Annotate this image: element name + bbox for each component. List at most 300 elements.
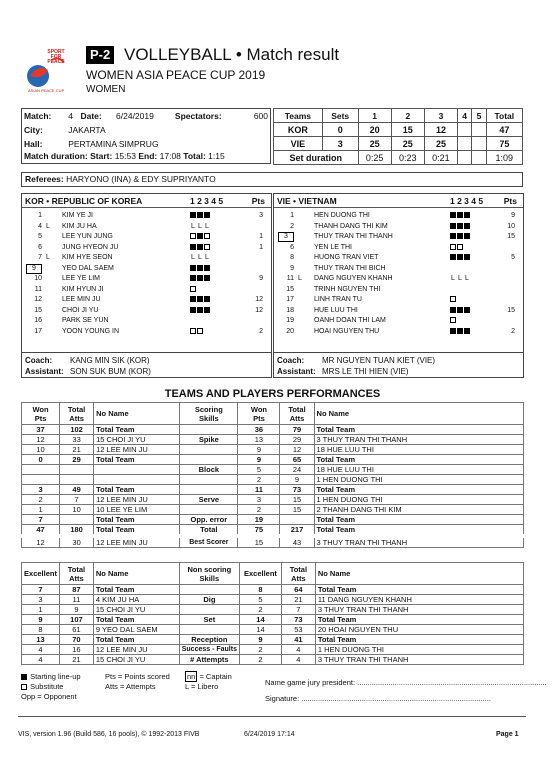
player-number: 16: [34, 317, 42, 324]
match-info-box: [21, 108, 271, 164]
perf-cell: 1 HEN DUONG THI: [315, 645, 523, 655]
perf-header: Non scoring Skills: [179, 563, 239, 585]
player-points: 10: [507, 222, 515, 230]
starting-square-icon: [457, 233, 463, 239]
score-cell: 47: [486, 123, 522, 137]
perf-row: [22, 475, 524, 485]
perf-cell: 10: [22, 445, 60, 455]
player-points: 12: [255, 306, 263, 314]
perf-cell: 7: [22, 515, 60, 525]
player-name: YEO DAL SAEM: [62, 264, 114, 272]
sets-played: [190, 222, 211, 233]
starting-square-icon: [197, 296, 203, 302]
skill-label: Block: [180, 465, 238, 475]
player-points: 9: [259, 275, 263, 282]
score-header: 1: [358, 109, 391, 123]
player-points: 2: [511, 327, 515, 335]
starting-square-icon: [197, 233, 203, 239]
player-number: 10: [34, 275, 42, 282]
footer-date: 6/24/2019 17:14: [244, 731, 295, 738]
perf-row: [22, 525, 524, 537]
perf-cell: 9 YEO DAL SAEM: [93, 625, 179, 635]
vie-assistant: MRS LE THI HIEN (VIE): [322, 367, 409, 376]
perf-header: Total Atts: [280, 403, 314, 425]
perf-cell: 14: [239, 615, 281, 625]
perf-cell: 10 LEE YE LIM: [94, 505, 180, 515]
perf-cell: 2: [22, 495, 60, 505]
perf-header-row: [22, 563, 524, 585]
score-header: Teams: [274, 109, 323, 123]
perf-cell: 102: [60, 425, 94, 435]
player-number: 18: [286, 306, 294, 314]
perf-header: No Name: [314, 403, 523, 425]
perf-row: [22, 515, 524, 525]
team-code: KOR: [274, 123, 323, 137]
starting-square-icon: [190, 296, 196, 302]
perf-cell: 21: [281, 595, 315, 605]
player-row: [22, 285, 271, 296]
sets-played: [190, 211, 211, 222]
perf-cell: 12 LEE MIN JU: [94, 536, 180, 548]
non-scoring-skills-table: [21, 562, 524, 665]
skill-label: Success - Faults: [179, 645, 239, 655]
sets-played: [190, 285, 197, 296]
perf-cell: 1: [22, 505, 60, 515]
sets-played: [190, 264, 211, 275]
starting-square-icon: [197, 244, 203, 250]
perf-row: [22, 445, 524, 455]
sets-played: [450, 295, 457, 306]
player-row: [274, 222, 523, 233]
player-name: HOAI NGUYEN THU: [314, 327, 380, 335]
end-time: 17:08: [159, 151, 181, 161]
player-name: KIM HYUN JI: [62, 285, 104, 293]
perf-cell: [280, 515, 314, 525]
perf-row: [22, 505, 524, 515]
starting-square-icon: [450, 212, 456, 218]
page-title: VOLLEYBALL • Match result: [124, 45, 340, 64]
legend-opp: Opp = Opponent: [21, 692, 77, 701]
starting-square-icon: [450, 233, 456, 239]
hall-value: PERTAMINA SIMPRUG: [68, 139, 159, 149]
libero-set-marker: L: [458, 275, 463, 282]
form-badge: P-2: [86, 46, 114, 64]
perf-row: [22, 425, 524, 435]
player-number: 4: [38, 222, 42, 230]
kor-roster: [21, 193, 272, 378]
perf-row: [22, 635, 524, 645]
perf-cell: [60, 475, 94, 485]
performances-title: TEAMS AND PLAYERS PERFORMANCES: [164, 388, 381, 400]
player-number: 9: [26, 264, 42, 274]
perf-cell: 36: [238, 425, 280, 435]
sets-played: [450, 327, 471, 338]
perf-row: [22, 655, 524, 665]
set-duration: [458, 151, 472, 165]
skill-label: # Attempts: [179, 655, 239, 665]
skill-label: [179, 585, 239, 595]
libero-marker: L: [46, 222, 50, 230]
perf-cell: 0: [22, 455, 60, 465]
assistant-label: Assistant:: [277, 367, 316, 376]
perf-header: Total Atts: [281, 563, 315, 585]
score-cell: 25: [391, 137, 424, 151]
score-header: Total: [486, 109, 522, 123]
perf-cell: Total Team: [94, 425, 180, 435]
perf-cell: 7: [281, 605, 315, 615]
set-score-table: [273, 108, 523, 165]
player-row: [274, 285, 523, 296]
starting-square-icon: [197, 265, 203, 271]
kor-coach: KANG MIN SIK (KOR): [70, 356, 150, 365]
player-number: 1: [290, 212, 294, 219]
skill-label: Reception: [179, 635, 239, 645]
perf-cell: Total Team: [94, 525, 180, 537]
player-name: KIM YE JI: [62, 212, 93, 219]
score-cell: 25: [424, 137, 457, 151]
perf-cell: 2: [238, 475, 280, 485]
perf-cell: 79: [280, 425, 314, 435]
player-row: [274, 232, 523, 243]
player-row: [274, 274, 523, 285]
player-points: 12: [255, 296, 263, 303]
vie-coaches: [273, 352, 524, 378]
footer-version: VIS, version 1.96 (Build 586, 16 pools), © 1992-2013 FIVB: [18, 731, 200, 738]
total-label: Total:: [183, 151, 206, 161]
libero-set-marker: L: [465, 275, 470, 282]
skill-label: Dig: [179, 595, 239, 605]
perf-cell: 9: [22, 615, 60, 625]
sets-played: [190, 232, 211, 243]
player-name: LEE MIN JU: [62, 296, 101, 303]
perf-cell: 12 LEE MIN JU: [94, 495, 180, 505]
scoring-skills-table: [21, 402, 524, 548]
perf-cell: 11: [238, 485, 280, 495]
perf-cell: Total Team: [93, 635, 179, 645]
starting-square-icon: [190, 265, 196, 271]
perf-cell: 29: [60, 455, 94, 465]
score-cell: [458, 137, 472, 151]
player-row: [22, 253, 271, 264]
substitute-square-icon: [197, 328, 203, 334]
starting-square-icon: [457, 307, 463, 313]
sets-played: [190, 253, 211, 264]
perf-cell: 15 CHOI JI YU: [94, 435, 180, 445]
score-cell: [458, 123, 472, 137]
duration-label: Match duration:: [24, 151, 88, 161]
perf-header: Total Atts: [60, 403, 94, 425]
starting-square-icon: [450, 254, 456, 260]
perf-cell: 75: [238, 525, 280, 537]
skill-label: [180, 485, 238, 495]
score-cell: 75: [486, 137, 522, 151]
player-points: 5: [511, 254, 515, 261]
substitute-square-icon: [204, 244, 210, 250]
starting-square-icon: [197, 307, 203, 313]
player-name: CHOI JI YU: [62, 306, 99, 314]
sets-played: [450, 253, 471, 264]
perf-cell: Total Team: [315, 615, 523, 625]
substitute-square-icon: [190, 328, 196, 334]
perf-cell: 12 LEE MIN JU: [93, 645, 179, 655]
perf-cell: 5: [238, 465, 280, 475]
starting-square-icon: [197, 275, 203, 281]
player-points: 9: [511, 212, 515, 219]
skill-label: Opp. error: [180, 515, 238, 525]
skill-label: Set: [179, 615, 239, 625]
sets-played: [450, 222, 471, 233]
perf-header: No Name: [315, 563, 523, 585]
starting-square-icon: [464, 328, 470, 334]
referees-label: Referees:: [25, 174, 64, 184]
player-row: [274, 316, 523, 327]
player-name: LINH TRAN TU: [314, 296, 362, 303]
perf-cell: 3 THUY TRAN THI THANH: [315, 655, 523, 665]
perf-cell: 47: [22, 525, 60, 537]
perf-cell: 3: [238, 495, 280, 505]
starting-square-icon: [450, 328, 456, 334]
player-name: HUONG TRAN VIET: [314, 254, 379, 261]
perf-cell: 5: [239, 595, 281, 605]
player-row: [22, 264, 271, 275]
start-label: Start:: [90, 151, 113, 161]
player-number: 3: [278, 232, 294, 242]
starting-square-icon: [457, 212, 463, 218]
signature-label: Signature:: [265, 694, 300, 703]
starting-square-icon: [464, 307, 470, 313]
perf-cell: 87: [59, 585, 93, 595]
substitute-square-icon: [450, 296, 456, 302]
perf-cell: 41: [281, 635, 315, 645]
event-logo: [22, 50, 70, 96]
player-points: 1: [259, 233, 263, 240]
vie-team-name: VIE • VIETNAM: [277, 196, 337, 206]
player-points: 15: [507, 306, 515, 314]
end-label: End:: [138, 151, 158, 161]
perf-cell: 15: [280, 495, 314, 505]
coach-label: Coach:: [277, 356, 305, 365]
player-row: [22, 243, 271, 254]
perf-cell: Total Team: [93, 615, 179, 625]
perf-row: [22, 495, 524, 505]
player-name: LEE YUN JUNG: [62, 233, 113, 240]
perf-header: Total Atts: [59, 563, 93, 585]
perf-cell: 21: [59, 655, 93, 665]
perf-cell: 4 KIM JU HA: [93, 595, 179, 605]
perf-header: Excellent: [22, 563, 60, 585]
libero-set-marker: L: [198, 254, 203, 261]
assistant-label: Assistant:: [25, 367, 64, 376]
skill-label: [180, 475, 238, 485]
player-row: [274, 253, 523, 264]
perf-cell: 2: [238, 505, 280, 515]
perf-header: Won Pts: [238, 403, 280, 425]
sets-header: 1 2 3 4 5: [450, 196, 484, 206]
spectators-value: 600: [253, 111, 268, 121]
perf-cell: [60, 515, 94, 525]
perf-cell: [94, 475, 180, 485]
perf-cell: 1 HEN DUONG THI: [314, 475, 523, 485]
perf-cell: 4: [281, 655, 315, 665]
perf-header: Scoring Skills: [180, 403, 238, 425]
perf-cell: 65: [280, 455, 314, 465]
sets-played: [450, 274, 471, 285]
substitute-square-icon: [457, 244, 463, 250]
perf-cell: Total Team: [315, 585, 523, 595]
perf-cell: 1: [22, 605, 60, 615]
perf-cell: 12: [22, 536, 60, 548]
substitute-square-icon: [450, 244, 456, 250]
perf-cell: 29: [280, 435, 314, 445]
player-name: OANH DOAN THI LAM: [314, 317, 386, 324]
player-number: 19: [286, 317, 294, 324]
perf-cell: 3: [22, 595, 60, 605]
perf-row: [22, 625, 524, 635]
player-row: [22, 316, 271, 327]
start-time: 15:53: [114, 151, 136, 161]
perf-cell: 2 THANH DANG THI KIM: [314, 505, 523, 515]
kor-assistant: SON SUK BUM (KOR): [70, 367, 151, 376]
perf-cell: 7: [22, 585, 60, 595]
libero-set-marker: L: [451, 275, 456, 282]
player-row: [22, 274, 271, 285]
skill-label: Total: [180, 525, 238, 537]
sets-played: [450, 316, 457, 327]
skill-label: [180, 505, 238, 515]
perf-cell: 20 HOAI NGUYEN THU: [315, 625, 523, 635]
player-name: JUNG HYEON JU: [62, 243, 119, 251]
perf-cell: Total Team: [314, 485, 523, 495]
perf-header: No Name: [94, 403, 180, 425]
sets-played: [450, 211, 471, 222]
player-name: THUY TRAN THI THANH: [314, 233, 393, 240]
starting-square-icon: [190, 244, 196, 250]
skill-label: [179, 605, 239, 615]
perf-cell: 10: [60, 505, 94, 515]
player-number: 20: [286, 327, 294, 335]
player-name: THUY TRAN THI BICH: [314, 264, 386, 272]
player-number: 12: [34, 296, 42, 303]
sets-played: [190, 274, 211, 285]
kor-team-name: KOR • REPUBLIC OF KOREA: [25, 196, 143, 206]
match-label: Match:: [24, 111, 52, 121]
player-name: HEN DUONG THI: [314, 212, 370, 219]
perf-row: [22, 455, 524, 465]
substitute-square-icon: [204, 233, 210, 239]
player-name: PARK SE YUN: [62, 317, 109, 324]
starting-square-icon: [457, 223, 463, 229]
sets-played: [450, 232, 471, 243]
city-value: JAKARTA: [68, 125, 106, 135]
match-number: 4: [68, 111, 73, 121]
perf-header: No Name: [93, 563, 179, 585]
player-number: 17: [34, 327, 42, 335]
sets-header: 1 2 3 4 5: [190, 196, 224, 206]
set-duration: 0:21: [424, 151, 457, 165]
perf-cell: [22, 475, 60, 485]
pts-header: Pts: [503, 196, 517, 206]
perf-cell: 12: [280, 445, 314, 455]
skill-label: [180, 445, 238, 455]
vie-roster: [273, 193, 524, 378]
player-name: KIM JU HA: [62, 222, 97, 230]
captain-box-icon: nn: [187, 672, 196, 681]
date-label: Date:: [80, 111, 102, 121]
player-row: [274, 264, 523, 275]
skill-label: Spike: [180, 435, 238, 445]
perf-cell: 107: [59, 615, 93, 625]
player-name: HUE LUU THI: [314, 306, 358, 314]
player-row: [274, 306, 523, 317]
sets-played: [450, 306, 471, 317]
starting-square-icon: [204, 296, 210, 302]
perf-row: [22, 435, 524, 445]
player-number: 7: [38, 254, 42, 261]
starting-square-icon: [204, 275, 210, 281]
perf-cell: 9: [239, 635, 281, 645]
signature-line: [265, 694, 491, 703]
vie-coach: MR NGUYEN TUAN KIET (VIE): [322, 356, 436, 365]
referees-value: HARYONO (INA) & EDY SUPRIYANTO: [66, 174, 216, 184]
score-header: 5: [472, 109, 486, 123]
score-header: 3: [424, 109, 457, 123]
libero-set-marker: L: [205, 254, 210, 261]
perf-cell: 70: [59, 635, 93, 645]
perf-row: [22, 615, 524, 625]
score-cell: 12: [424, 123, 457, 137]
player-name: LEE YE LIM: [62, 275, 101, 282]
perf-cell: 2: [239, 645, 281, 655]
score-cell: [472, 137, 486, 151]
team-code: VIE: [274, 137, 323, 151]
skill-label: [180, 425, 238, 435]
perf-cell: 13: [238, 435, 280, 445]
perf-cell: 11 DANG NGUYEN KHANH: [315, 595, 523, 605]
player-name: YEN LE THI: [314, 243, 352, 251]
perf-cell: 33: [60, 435, 94, 445]
perf-cell: 14: [239, 625, 281, 635]
player-points: 3: [259, 212, 263, 219]
perf-cell: Total Team: [94, 455, 180, 465]
perf-cell: 15 CHOI JI YU: [93, 655, 179, 665]
player-number: 15: [34, 306, 42, 314]
libero-set-marker: L: [191, 222, 196, 230]
kor-coaches: [21, 352, 272, 378]
score-cell: 3: [322, 137, 358, 151]
referees-box: [21, 172, 523, 187]
perf-cell: 43: [280, 536, 314, 548]
vie-roster-header: [274, 194, 523, 208]
perf-cell: 19: [238, 515, 280, 525]
libero-set-marker: L: [205, 222, 210, 230]
perf-cell: 9: [238, 445, 280, 455]
player-points: 15: [507, 233, 515, 240]
event-title: WOMEN ASIA PEACE CUP 2019: [86, 68, 266, 82]
starting-square-icon: [450, 307, 456, 313]
starting-square-icon: [190, 307, 196, 313]
perf-cell: 7: [60, 495, 94, 505]
player-number: 15: [286, 285, 294, 293]
score-cell: 20: [358, 123, 391, 137]
skill-label: [180, 455, 238, 465]
score-cell: 15: [391, 123, 424, 137]
player-row: [274, 327, 523, 338]
score-header: Sets: [322, 109, 358, 123]
set-duration: [472, 151, 486, 165]
starting-square-icon: [204, 212, 210, 218]
perf-cell: 12 LEE MIN JU: [94, 445, 180, 455]
perf-cell: 9: [238, 455, 280, 465]
